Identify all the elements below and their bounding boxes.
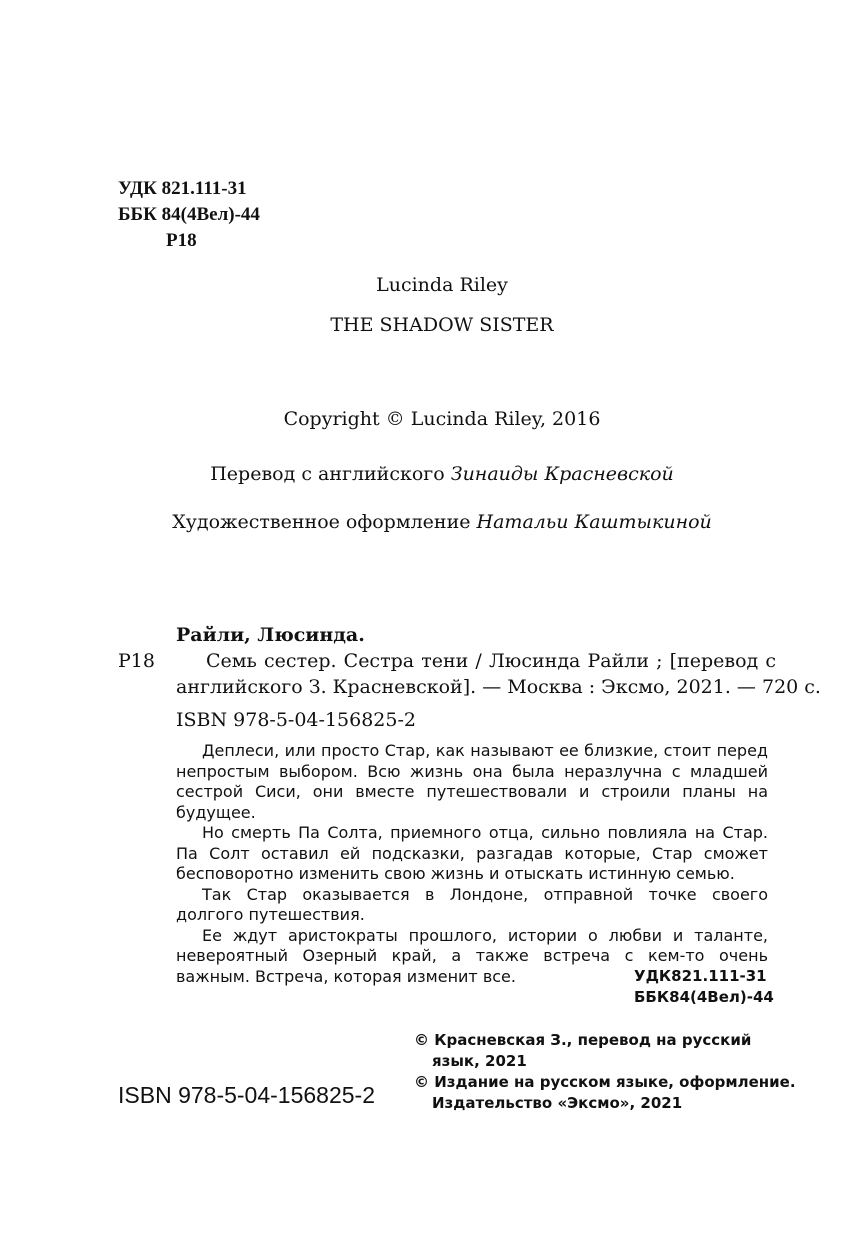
copyright-translation-line2: язык, 2021 (432, 1052, 527, 1070)
author-mark: Р18 (166, 230, 197, 251)
footer-udk: УДК821.111-31 (634, 967, 767, 985)
footer-isbn: ISBN 978-5-04-156825-2 (118, 1082, 375, 1108)
original-title: THE SHADOW SISTER (330, 314, 554, 336)
bib-line-1: Семь сестер. Сестра тени / Люсинда Райли ; [перевод с (206, 650, 776, 672)
footer-bbk: ББК84(4Вел)-44 (634, 988, 774, 1006)
designer-name: Натальи Каштыкиной (476, 511, 712, 533)
copyright-edition-line1: © Издание на русском языке, оформление. (414, 1073, 796, 1091)
annotation-paragraph: Ее ждут аристократы прошлого, истории о любви и таланте, невероятный Озерный край, а также встреча с кем-то очень важным. Встреча, которая изменит все. (176, 925, 768, 986)
annotation-paragraph: Но смерть Па Солта, приемного отца, сильно повлияла на Стар. Па Солт оставил ей подсказки, разгадав которые, Стар сможет бесповоротно изменить свою жизнь и отыскать истинную семью. (176, 823, 768, 883)
annotation-paragraph: Так Стар оказывается в Лондоне, отправной точке своего долгого путешествия. (176, 884, 768, 924)
bbk-code: ББК 84(4Вел)-44 (118, 204, 260, 225)
bib-mark: Р18 (118, 650, 155, 672)
bib-author-heading: Райли, Люсинда. (176, 624, 365, 646)
bib-line-2: английского З. Красневской]. — Москва : Эксмо, 2021. — 720 с. (176, 676, 821, 698)
translation-prefix: Перевод с английского (210, 463, 451, 485)
annotation-paragraph: Деплеси, или просто Стар, как называют ее близкие, стоит перед непростым выбором. Всю жизнь она была неразлучна с младшей сестрой Сиси, они вместе путешествовали и строили планы на будущее. (176, 741, 768, 822)
translator-name: Зинаиды Красневской (450, 463, 674, 485)
copyright-translation-line1: © Красневская З., перевод на русский (414, 1031, 752, 1049)
translation-credit (0, 463, 844, 485)
design-credit (0, 511, 844, 533)
original-author: Lucinda Riley (376, 274, 508, 296)
copyright-edition-line2: Издательство «Эксмо», 2021 (432, 1094, 683, 1112)
udk-code: УДК 821.111-31 (118, 178, 247, 199)
annotation (176, 741, 768, 987)
original-copyright: Copyright © Lucinda Riley, 2016 (283, 408, 601, 430)
bib-isbn: ISBN 978-5-04-156825-2 (176, 709, 416, 731)
design-prefix: Художественное оформление (172, 511, 477, 533)
